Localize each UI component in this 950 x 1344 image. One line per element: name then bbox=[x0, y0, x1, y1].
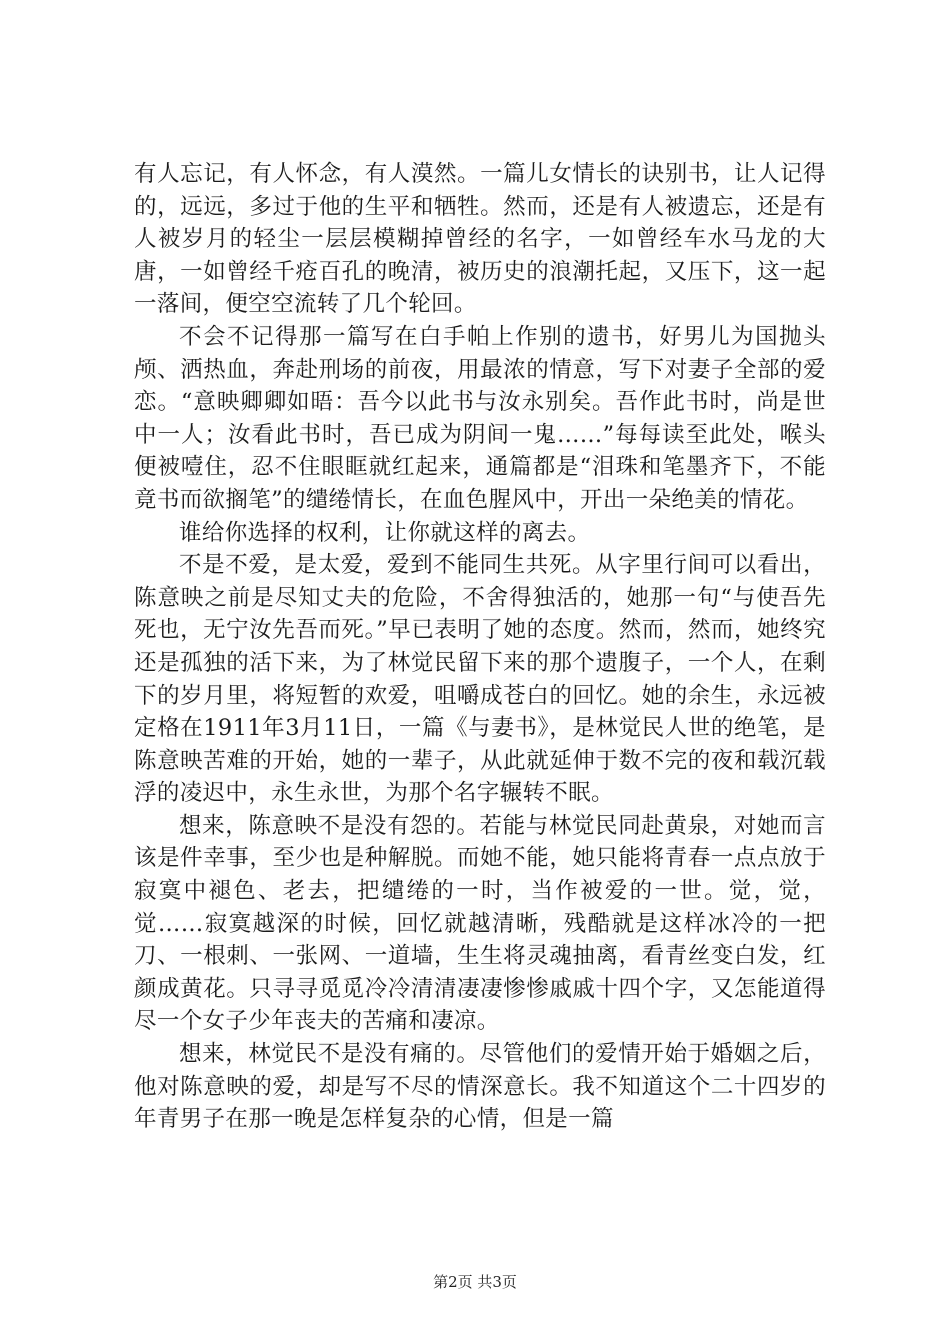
paragraph-4: 不是不爱，是太爱，爱到不能同生共死。从字里行间可以看出，陈意映之前是尽知丈夫的危险，不舍得独活的，她那一句“与使吾先死也，无宁汝先吾而死。”早已表明了她的态度。然而，然而，她终究还是孤独的活下来，为了林觉民留下来的那个遗腹子，一个人，在剩下的岁月里，将短暂的欢爱，咀嚼成苍白的回忆。她的余生，永远被定格在1911年3月11日，一篇《与妻书》，是林觉民人世的绝笔，是陈意映苦难的开始，她的一辈子，从此就延伸于数不完的夜和载沉载浮的凌迟中，永生永世，为那个名字辗转不眠。 bbox=[134, 552, 826, 807]
paragraph-5: 想来，陈意映不是没有怨的。若能与林觉民同赴黄泉，对她而言该是件幸事，至少也是种解脱。而她不能，她只能将青春一点点放于寂寞中褪色、老去，把缱绻的一时，当作被爱的一世。觉，觉，觉……寂寞越深的时候，回忆就越清晰，残酷就是这样冰冷的一把刀、一根刺、一张网、一道墙，生生将灵魂抽离，看青丝变白发，红颜成黄花。只寻寻觅觅冷冷清清凄凄惨惨戚戚十四个字，又怎能道得尽一个女子少年丧夫的苦痛和凄凉。 bbox=[134, 812, 826, 1035]
page-number-footer: 第2页 共3页 bbox=[433, 1273, 517, 1291]
paragraph-6: 想来，林觉民不是没有痛的。尽管他们的爱情开始于婚姻之后，他对陈意映的爱，却是写不尽的情深意长。我不知道这个二十四岁的年青男子在那一晚是怎样复杂的心情，但是一篇 bbox=[134, 1041, 826, 1133]
document-body bbox=[134, 158, 826, 1136]
paragraph-2: 不会不记得那一篇写在白手帕上作别的遗书，好男儿为国抛头颅、洒热血，奔赴刑场的前夜，用最浓的情意，写下对妻子全部的爱恋。“意映卿卿如晤：吾今以此书与汝永别矣。吾作此书时，尚是世中一人；汝看此书时，吾已成为阴间一鬼……”每每读至此处，喉头便被噎住，忍不住眼眶就红起来，通篇都是“泪珠和笔墨齐下，不能竟书而欲搁笔”的缱绻情长，在血色腥风中，开出一朵绝美的情花。 bbox=[134, 323, 826, 513]
paragraph-1: 有人忘记，有人怀念，有人漠然。一篇儿女情长的诀别书，让人记得的，远远，多过于他的生平和牺牲。然而，还是有人被遗忘，还是有人被岁月的轻尘一层层模糊掉曾经的名字，一如曾经车水马龙的大唐，一如曾经千疮百孔的晚清，被历史的浪潮托起，又压下，这一起一落间，便空空流转了几个轮回。 bbox=[134, 161, 826, 318]
paragraph-3: 谁给你选择的权利，让你就这样的离去。 bbox=[179, 519, 591, 546]
